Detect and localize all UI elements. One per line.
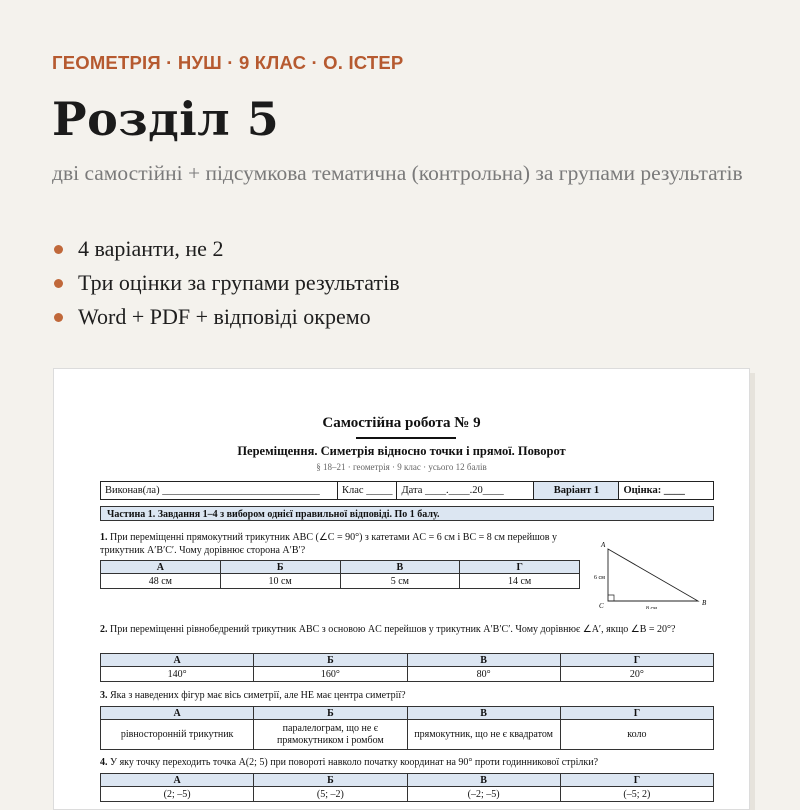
option-value: (–2; –5)	[407, 787, 560, 802]
feature-item	[52, 232, 400, 266]
side-label: 8 см	[646, 606, 657, 609]
option-letter: А	[101, 707, 254, 720]
option-letter: А	[101, 654, 254, 667]
vertex-label: B	[702, 599, 707, 607]
option-letter: А	[101, 774, 254, 787]
option-letter: Г	[560, 654, 713, 667]
option-value: 140°	[101, 667, 254, 682]
option-letter: В	[407, 774, 560, 787]
class-field: Клас _____	[338, 482, 397, 500]
subject-kicker: ГЕОМЕТРІЯ · НУШ · 9 КЛАС · О. ІСТЕР	[52, 52, 404, 73]
option-value: 160°	[254, 667, 407, 682]
option-letter: Б	[254, 707, 407, 720]
answer-table	[100, 773, 714, 802]
question-text: У яку точку переходить точка A(2; 5) при повороті навколо початку координат на 90° проти годинникової стрілки?	[110, 757, 599, 768]
option-letter: Б	[220, 561, 340, 574]
question-number: 4.	[100, 757, 108, 768]
triangle-figure	[594, 539, 714, 609]
question-3	[100, 689, 714, 702]
variant-badge: Варіант 1	[534, 482, 619, 500]
page-subtitle: дві самостійні + підсумкова тематична (контрольна) за групами результатів	[52, 161, 743, 185]
title-underline	[356, 437, 456, 439]
question-text: При переміщенні прямокутний трикутник ABC (∠C = 90°) з катетами AC = 6 см і BC = 8 см перейшов у трикутник A′B′C′. Чому дорівнює сторона A′B′?	[100, 532, 558, 556]
feature-item	[52, 266, 400, 300]
option-letter: Б	[254, 654, 407, 667]
answer-table	[100, 653, 714, 682]
feature-list	[52, 232, 400, 334]
option-value: 80°	[407, 667, 560, 682]
vertex-label: C	[599, 602, 604, 609]
option-value: (–5; 2)	[560, 787, 713, 802]
worksheet-meta: § 18–21 · геометрія · 9 клас · усього 12 балів	[316, 462, 487, 472]
question-number: 3.	[100, 690, 108, 701]
question-text: При переміщенні рівнобедрений трикутник ABC з основою AC перейшов у трикутник A′B′C′. Чому дорівнює ∠A′, якщо ∠B = 20°?	[110, 624, 676, 635]
option-value: 10 см	[220, 574, 340, 589]
option-letter: В	[407, 654, 560, 667]
option-letter: А	[101, 561, 221, 574]
student-info-table	[100, 481, 714, 500]
date-field: Дата ____.____.20____	[397, 482, 534, 500]
option-value: 20°	[560, 667, 713, 682]
option-letter: В	[407, 707, 560, 720]
triangle-shape	[608, 549, 698, 601]
option-letter: Б	[254, 774, 407, 787]
page-title: Розділ 5	[52, 92, 280, 146]
option-value: рівносторонній трикутник	[101, 720, 254, 750]
option-value: коло	[560, 720, 713, 750]
option-letter: Г	[460, 561, 580, 574]
option-value: 5 см	[340, 574, 460, 589]
option-value: 48 см	[101, 574, 221, 589]
answer-table	[100, 560, 580, 589]
option-letter: Г	[560, 774, 713, 787]
feature-text: Word + PDF + відповіді окремо	[78, 304, 371, 329]
question-text: Яка з наведених фігур має вісь симетрії, але НЕ має центра симетрії?	[110, 690, 406, 701]
feature-item	[52, 300, 400, 334]
right-angle-mark	[608, 595, 614, 601]
student-name-field: Виконав(ла) ______________________________	[101, 482, 338, 500]
option-value: (5; –2)	[254, 787, 407, 802]
option-value: 14 см	[460, 574, 580, 589]
worksheet-title: Самостійна робота № 9	[322, 415, 481, 431]
question-number: 1.	[100, 532, 108, 543]
option-value: (2; –5)	[101, 787, 254, 802]
vertex-label: A	[601, 541, 606, 549]
question-4	[100, 756, 714, 769]
option-value: паралелограм, що не є прямокутником і ромбом	[254, 720, 407, 750]
side-label: 6 см	[594, 575, 605, 581]
worksheet-preview	[53, 368, 750, 810]
option-value: прямокутник, що не є квадратом	[407, 720, 560, 750]
option-letter: Г	[560, 707, 713, 720]
option-letter: В	[340, 561, 460, 574]
part-header: Частина 1. Завдання 1–4 з вибором однієї правильної відповіді. По 1 балу.	[100, 506, 714, 521]
answer-table	[100, 706, 714, 750]
question-2	[100, 623, 714, 636]
bullet-dot-icon	[54, 279, 63, 288]
question-1	[100, 531, 582, 557]
worksheet-subtitle: Переміщення. Симетрія відносно точки і прямої. Поворот	[237, 444, 566, 458]
question-number: 2.	[100, 624, 108, 635]
bullet-dot-icon	[54, 245, 63, 254]
feature-text: Три оцінки за групами результатів	[78, 270, 400, 295]
bullet-dot-icon	[54, 313, 63, 322]
grade-field: Оцінка: ____	[619, 482, 714, 500]
feature-text: 4 варіанти, не 2	[78, 236, 224, 261]
